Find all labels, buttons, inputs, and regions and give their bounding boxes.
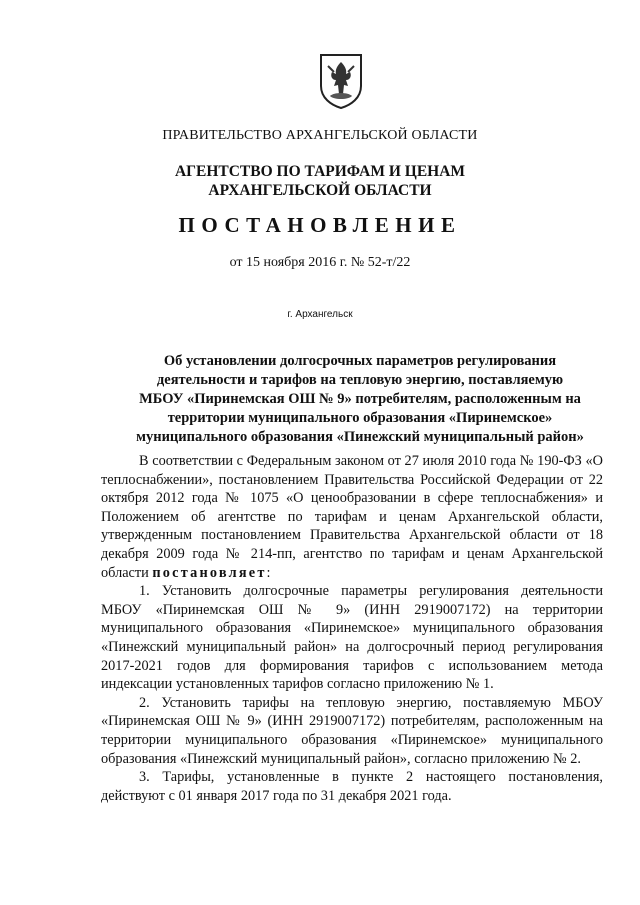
subject-line: МБОУ «Пиринемская ОШ № 9» потребителям, расположенным на (139, 391, 581, 407)
document-date-number: от 15 ноября 2016 г. № 52-т/22 (229, 255, 411, 270)
subject-line: Об установлении долгосрочных параметров регулирования (163, 353, 557, 369)
document-type: ПОСТАНОВЛЕНИЕ (178, 213, 462, 237)
agency-title (0, 162, 640, 200)
paragraph-item-2: 2. Установить тарифы на тепловую энергию, поставляемую МБОУ «Пиринемская ОШ № 9» (ИНН 2919007172) потребителям, расположенным на территории муниципального образования «Пиринемское» муниципального образования «Пинежский муниципальный район», согласно приложению № 2. (101, 694, 603, 767)
subject-line: деятельности и тарифов на тепловую энергию, поставляемую (156, 372, 564, 388)
preamble-paragraph (101, 452, 603, 582)
coat-of-arms-icon (318, 52, 364, 110)
decree-word: постановляет (152, 564, 267, 581)
subject-line: территории муниципального образования «Пиринемское» (167, 410, 553, 426)
document-city: г. Архангельск (287, 309, 353, 320)
document-body (101, 452, 603, 805)
paragraph-item-3: 3. Тарифы, установленные в пункте 2 настоящего постановления, действуют с 01 января 2017 года по 31 декабря 2021 года. (101, 769, 603, 804)
subject-line: муниципального образования «Пинежский муниципальный район» (136, 429, 584, 445)
document-subject (100, 352, 620, 447)
decree-colon: : (266, 564, 271, 581)
agency-title-line2: АРХАНГЕЛЬСКОЙ ОБЛАСТИ (208, 182, 432, 199)
agency-title-line1: АГЕНТСТВО ПО ТАРИФАМ И ЦЕНАМ (174, 163, 466, 180)
preamble-text: В соответствии с Федеральным законом от 27 июля 2010 года № 190-ФЗ «О теплоснабжении», постановлением Правительства Российской Федерации от 22 октября 2012 года № 1075 «О ценообразовании в сфере теплоснабжения» и Положением об агентстве по тарифам и ценам Архангельской области, утвержденным постановлением Правительства Архангельской области от 18 декабря 2009 года № 214-пп, агентство по тарифам и ценам Архангельской области (101, 453, 603, 581)
paragraph-item-1: 1. Установить долгосрочные параметры регулирования деятельности МБОУ «Пиринемская ОШ № 9» (ИНН 2919007172) на территории муниципального образования «Пиринемское» муниципального образования «Пинежский муниципальный район» на долгосрочный период регулирования 2017-2021 годов для формирования тарифов с использованием метода индексации установленных тарифов согласно приложению № 1. (101, 583, 603, 693)
government-title: ПРАВИТЕЛЬСТВО АРХАНГЕЛЬСКОЙ ОБЛАСТИ (162, 128, 478, 143)
